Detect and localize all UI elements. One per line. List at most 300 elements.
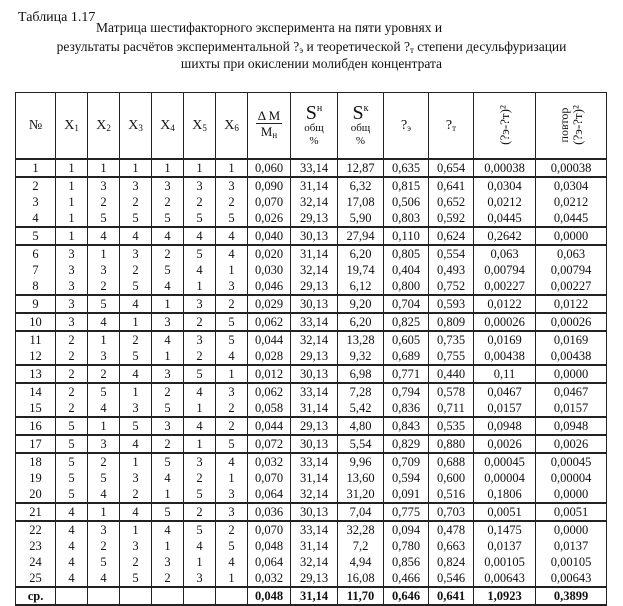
s-final-cell: 31,20	[338, 486, 384, 503]
diff-cell: 0,00105	[474, 554, 536, 570]
x4-cell: 4	[152, 470, 184, 486]
s-final-cell: 4,94	[338, 554, 384, 570]
average-eta-theor-cell: 0,641	[429, 587, 474, 605]
diff-cell: 0,0212	[474, 194, 536, 210]
diff-cell: 0,0157	[474, 400, 536, 417]
eta-exp-cell: 0,594	[384, 470, 429, 486]
eta-symbol: ?	[400, 117, 408, 133]
x2-cell: 4	[88, 400, 120, 417]
s-final-cell: 13,60	[338, 470, 384, 486]
x-sub: 3	[138, 122, 143, 133]
x6-cell: 1	[216, 470, 248, 486]
header-row	[16, 93, 607, 160]
x4-cell: 1	[152, 538, 184, 554]
eta-exp-cell: 0,689	[384, 348, 429, 365]
diff-cell: 0,0169	[474, 331, 536, 348]
diff-repeat-cell: 0,0467	[536, 383, 607, 400]
row-number-cell: 2	[16, 177, 56, 194]
diff-repeat-cell: 0,0051	[536, 503, 607, 521]
caption-text: результаты расчётов экспериментальной	[56, 39, 294, 54]
header-s-initial	[291, 93, 338, 160]
header-no: №	[16, 93, 56, 160]
x5-cell: 2	[184, 194, 216, 210]
delta-m-cell: 0,070	[248, 194, 291, 210]
diff-repeat-cell: 0,0445	[536, 210, 607, 227]
table-row	[16, 348, 607, 365]
table-row	[16, 435, 607, 453]
x3-cell: 2	[120, 194, 152, 210]
s-final-cell: 32,28	[338, 521, 384, 538]
delta-m-cell: 0,029	[248, 295, 291, 313]
x2-cell: 1	[88, 331, 120, 348]
row-number-cell: 16	[16, 417, 56, 435]
x3-cell: 4	[120, 295, 152, 313]
x2-cell: 5	[88, 210, 120, 227]
x3-cell: 1	[120, 453, 152, 470]
x1-cell: 2	[56, 365, 88, 383]
eta-theor-cell: 0,600	[429, 470, 474, 486]
x3-cell: 5	[120, 417, 152, 435]
s-final-cell: 5,54	[338, 435, 384, 453]
eta-exp-cell: 0,094	[384, 521, 429, 538]
s-final-cell: 16,08	[338, 570, 384, 587]
x-label: X	[224, 117, 235, 133]
s-final-cell: 9,96	[338, 453, 384, 470]
eta-exp-cell: 0,836	[384, 400, 429, 417]
s-final-cell: 27,94	[338, 227, 384, 245]
table-row	[16, 538, 607, 554]
x1-cell: 4	[56, 521, 88, 538]
s-initial-cell: 30,13	[291, 295, 338, 313]
diff-cell: 0,2642	[474, 227, 536, 245]
x1-cell: 4	[56, 570, 88, 587]
x4-cell: 3	[152, 554, 184, 570]
row-number-cell: 7	[16, 262, 56, 278]
eta-exp-cell: 0,110	[384, 227, 429, 245]
x4-cell: 5	[152, 453, 184, 470]
x3-cell: 2	[120, 554, 152, 570]
diff-label: (?э-?т)²	[496, 104, 512, 145]
eta-exp-cell: 0,605	[384, 331, 429, 348]
s-final-cell: 5,90	[338, 210, 384, 227]
table-row	[16, 554, 607, 570]
x6-cell: 2	[216, 194, 248, 210]
diff-repeat-cell: 0,00004	[536, 470, 607, 486]
s-initial-cell: 33,14	[291, 453, 338, 470]
eta-theor-cell: 0,593	[429, 295, 474, 313]
table-row	[16, 383, 607, 400]
eta-theor-cell: 0,735	[429, 331, 474, 348]
x-label: X	[96, 117, 107, 133]
delta-m-cell: 0,062	[248, 383, 291, 400]
header-diff-squared	[474, 93, 536, 160]
eta-theor-cell: 0,641	[429, 177, 474, 194]
x1-cell: 2	[56, 331, 88, 348]
s-initial-cell: 31,14	[291, 177, 338, 194]
eta-symbol: ?	[445, 117, 453, 133]
x4-cell: 2	[152, 570, 184, 587]
x-sub: 4	[170, 122, 175, 133]
row-number-cell: 1	[16, 159, 56, 177]
x3-cell: 1	[120, 383, 152, 400]
repeat-word: повтор	[557, 107, 571, 142]
diff-cell: 0,0445	[474, 210, 536, 227]
eta-exp-cell: 0,635	[384, 159, 429, 177]
s-final-cell: 13,28	[338, 331, 384, 348]
eta-theor-cell: 0,440	[429, 365, 474, 383]
table-row	[16, 365, 607, 383]
x4-cell: 3	[152, 177, 184, 194]
row-number-cell: 12	[16, 348, 56, 365]
s-final-cell: 6,20	[338, 245, 384, 262]
x2-cell: 2	[88, 194, 120, 210]
eta-exp-cell: 0,856	[384, 554, 429, 570]
s-letter: S	[305, 102, 317, 124]
x4-cell: 2	[152, 245, 184, 262]
eta-exp-cell: 0,800	[384, 278, 429, 295]
s-initial-cell: 32,14	[291, 194, 338, 210]
x5-cell: 4	[184, 227, 216, 245]
delta-m-cell: 0,026	[248, 210, 291, 227]
x2-cell: 1	[88, 159, 120, 177]
eta-exp-cell: 0,466	[384, 570, 429, 587]
x1-cell: 3	[56, 278, 88, 295]
delta-m-cell: 0,070	[248, 470, 291, 486]
x4-cell: 4	[152, 521, 184, 538]
diff-repeat-cell: 0,0948	[536, 417, 607, 435]
table-row	[16, 227, 607, 245]
header-x2	[88, 93, 120, 160]
x6-cell: 1	[216, 262, 248, 278]
diff-cell: 0,0948	[474, 417, 536, 435]
x5-cell: 4	[184, 538, 216, 554]
empty-cell	[216, 587, 248, 605]
eta-theor-cell: 0,755	[429, 348, 474, 365]
diff-cell: 0,0304	[474, 177, 536, 194]
x2-cell: 1	[88, 417, 120, 435]
eta-theor-cell: 0,809	[429, 313, 474, 331]
eta-exp-cell: 0,805	[384, 245, 429, 262]
x5-cell: 3	[184, 453, 216, 470]
delta-m-cell: 0,030	[248, 262, 291, 278]
s-initial-cell: 31,14	[291, 538, 338, 554]
row-number-cell: 15	[16, 400, 56, 417]
x4-cell: 2	[152, 435, 184, 453]
s-initial-cell: 33,14	[291, 313, 338, 331]
header-x1	[56, 93, 88, 160]
eta-exp-cell: 0,775	[384, 503, 429, 521]
delta-m-cell: 0,046	[248, 278, 291, 295]
delta-m-cell: 0,044	[248, 331, 291, 348]
delta-m-cell: 0,036	[248, 503, 291, 521]
row-number-cell: 3	[16, 194, 56, 210]
row-number-cell: 17	[16, 435, 56, 453]
diff-cell: 0,00227	[474, 278, 536, 295]
eta-theor-cell: 0,880	[429, 435, 474, 453]
x2-cell: 1	[88, 245, 120, 262]
fraction-numerator: Δ М	[257, 108, 281, 123]
x1-cell: 1	[56, 159, 88, 177]
row-number-cell: 5	[16, 227, 56, 245]
eta-theor-cell: 0,654	[429, 159, 474, 177]
row-number-cell: 8	[16, 278, 56, 295]
x2-cell: 3	[88, 521, 120, 538]
x6-cell: 3	[216, 177, 248, 194]
x5-cell: 2	[184, 313, 216, 331]
s-initial-cell: 32,14	[291, 554, 338, 570]
x4-cell: 4	[152, 227, 184, 245]
x1-cell: 5	[56, 453, 88, 470]
s-final-cell: 6,20	[338, 313, 384, 331]
table-row	[16, 177, 607, 194]
x6-cell: 5	[216, 331, 248, 348]
x4-cell: 1	[152, 486, 184, 503]
delta-m-cell: 0,060	[248, 159, 291, 177]
x1-cell: 4	[56, 554, 88, 570]
eta-exp-cell: 0,506	[384, 194, 429, 210]
eta-exp-cell: 0,829	[384, 435, 429, 453]
diff-repeat-cell: 0,0000	[536, 486, 607, 503]
x3-cell: 4	[120, 365, 152, 383]
x5-cell: 2	[184, 470, 216, 486]
eta-theor-cell: 0,535	[429, 417, 474, 435]
x5-cell: 3	[184, 331, 216, 348]
x-label: X	[64, 117, 75, 133]
x6-cell: 2	[216, 295, 248, 313]
s-sub-line: общ	[350, 122, 371, 134]
caption-text: и теоретической	[303, 39, 404, 54]
diff-cell: 0,063	[474, 245, 536, 262]
eta-theor-cell: 0,493	[429, 262, 474, 278]
x6-cell: 3	[216, 503, 248, 521]
delta-m-fraction	[256, 108, 282, 143]
x2-cell: 3	[88, 262, 120, 278]
table-row	[16, 278, 607, 295]
diff-repeat-cell: 0,0137	[536, 538, 607, 554]
x-sub: 6	[234, 122, 239, 133]
delta-m-cell: 0,044	[248, 417, 291, 435]
x6-cell: 4	[216, 227, 248, 245]
x3-cell: 3	[120, 538, 152, 554]
fraction-sub: н	[272, 130, 278, 140]
s-initial-cell: 31,14	[291, 400, 338, 417]
x3-cell: 1	[120, 521, 152, 538]
x6-cell: 5	[216, 538, 248, 554]
row-number-cell: 9	[16, 295, 56, 313]
s-initial-cell: 29,13	[291, 348, 338, 365]
x2-cell: 5	[88, 295, 120, 313]
x6-cell: 4	[216, 554, 248, 570]
diff-cell: 0,00038	[474, 159, 536, 177]
eta-theor-cell: 0,578	[429, 383, 474, 400]
x6-cell: 5	[216, 210, 248, 227]
caption-line-2	[0, 39, 623, 55]
table-row	[16, 194, 607, 210]
eta-exp-cell: 0,825	[384, 313, 429, 331]
x3-cell: 3	[120, 470, 152, 486]
x4-cell: 5	[152, 503, 184, 521]
diff-repeat-cell: 0,00227	[536, 278, 607, 295]
header-delta-m	[248, 93, 291, 160]
x4-cell: 1	[152, 159, 184, 177]
delta-m-cell: 0,048	[248, 538, 291, 554]
x4-cell: 3	[152, 417, 184, 435]
eta-exp-cell: 0,780	[384, 538, 429, 554]
s-initial-cell: 30,13	[291, 435, 338, 453]
s-initial-cell: 32,14	[291, 262, 338, 278]
x3-cell: 5	[120, 210, 152, 227]
x6-cell: 3	[216, 383, 248, 400]
eta-theor-cell: 0,624	[429, 227, 474, 245]
average-diff-cell: 1,0923	[474, 587, 536, 605]
s-initial-cell: 30,13	[291, 227, 338, 245]
s-initial-cell: 29,13	[291, 417, 338, 435]
x4-cell: 4	[152, 331, 184, 348]
eta-sub: э	[407, 122, 412, 133]
diff-cell: 0,0467	[474, 383, 536, 400]
x5-cell: 2	[184, 503, 216, 521]
eta-exp-cell: 0,704	[384, 295, 429, 313]
x6-cell: 4	[216, 348, 248, 365]
average-delta-m-cell: 0,048	[248, 587, 291, 605]
s-sup: н	[316, 103, 323, 114]
x3-cell: 5	[120, 570, 152, 587]
x3-cell: 3	[120, 400, 152, 417]
x5-cell: 5	[184, 486, 216, 503]
delta-m-cell: 0,090	[248, 177, 291, 194]
s-initial-cell: 29,13	[291, 278, 338, 295]
s-final-cell: 7,28	[338, 383, 384, 400]
x1-cell: 5	[56, 486, 88, 503]
eta-exp-cell: 0,091	[384, 486, 429, 503]
s-initial-cell: 30,13	[291, 503, 338, 521]
x4-cell: 4	[152, 278, 184, 295]
row-number-cell: 19	[16, 470, 56, 486]
experiment-matrix-table	[15, 92, 607, 606]
diff-repeat-label	[557, 105, 585, 145]
s-final-cell: 6,98	[338, 365, 384, 383]
s-initial-cell: 32,14	[291, 331, 338, 348]
s-final-cell: 6,12	[338, 278, 384, 295]
x6-cell: 2	[216, 400, 248, 417]
row-number-cell: 22	[16, 521, 56, 538]
caption-text: степени десульфуризации	[413, 39, 567, 54]
x5-cell: 1	[184, 159, 216, 177]
eta-theor-cell: 0,824	[429, 554, 474, 570]
row-number-cell: 4	[16, 210, 56, 227]
average-row	[16, 587, 607, 605]
empty-cell	[120, 587, 152, 605]
s-final-cell: 7,2	[338, 538, 384, 554]
header-x4	[152, 93, 184, 160]
delta-m-cell: 0,070	[248, 521, 291, 538]
x2-cell: 3	[88, 435, 120, 453]
x3-cell: 3	[120, 177, 152, 194]
row-number-cell: 20	[16, 486, 56, 503]
s-initial-cell: 30,13	[291, 365, 338, 383]
x1-cell: 5	[56, 470, 88, 486]
x5-cell: 5	[184, 521, 216, 538]
diff-cell: 0,1475	[474, 521, 536, 538]
x6-cell: 1	[216, 570, 248, 587]
s-initial-cell: 31,14	[291, 470, 338, 486]
x1-cell: 1	[56, 227, 88, 245]
table-row	[16, 331, 607, 348]
row-number-cell: 13	[16, 365, 56, 383]
x6-cell: 5	[216, 435, 248, 453]
diff-formula: (?э-?т)²	[570, 104, 585, 145]
eta-symbol: ?	[403, 39, 410, 54]
s-initial-cell: 33,14	[291, 521, 338, 538]
diff-repeat-cell: 0,00105	[536, 554, 607, 570]
eta-exp-cell: 0,404	[384, 262, 429, 278]
delta-m-cell: 0,032	[248, 453, 291, 470]
delta-m-cell: 0,012	[248, 365, 291, 383]
eta-symbol: ?	[293, 39, 300, 54]
x2-cell: 2	[88, 365, 120, 383]
x6-cell: 5	[216, 313, 248, 331]
x5-cell: 4	[184, 383, 216, 400]
table-row	[16, 400, 607, 417]
x4-cell: 5	[152, 400, 184, 417]
diff-repeat-cell: 0,0000	[536, 521, 607, 538]
row-number-cell: 11	[16, 331, 56, 348]
x1-cell: 3	[56, 262, 88, 278]
x5-cell: 2	[184, 348, 216, 365]
caption-line-3: шихты при окислении молибден концентрата	[180, 56, 443, 71]
x4-cell: 3	[152, 365, 184, 383]
x1-cell: 1	[56, 194, 88, 210]
average-s-final-cell: 11,70	[338, 587, 384, 605]
x6-cell: 3	[216, 486, 248, 503]
diff-repeat-cell: 0,0169	[536, 331, 607, 348]
x6-cell: 3	[216, 278, 248, 295]
x2-cell: 5	[88, 383, 120, 400]
average-s-initial-cell: 31,14	[291, 587, 338, 605]
header-diff-squared-repeat	[536, 93, 607, 160]
x4-cell: 1	[152, 295, 184, 313]
s-final-cell: 9,20	[338, 295, 384, 313]
row-number-cell: 25	[16, 570, 56, 587]
x6-cell: 1	[216, 159, 248, 177]
x5-cell: 1	[184, 278, 216, 295]
x6-cell: 1	[216, 365, 248, 383]
x1-cell: 1	[56, 210, 88, 227]
table-row	[16, 417, 607, 435]
row-number-cell: 18	[16, 453, 56, 470]
x5-cell: 5	[184, 245, 216, 262]
diff-repeat-cell: 0,0122	[536, 295, 607, 313]
x2-cell: 4	[88, 486, 120, 503]
s-letter: S	[352, 102, 364, 124]
x-sub: 1	[74, 122, 79, 133]
x4-cell: 2	[152, 194, 184, 210]
empty-cell	[88, 587, 120, 605]
eta-exp-cell: 0,771	[384, 365, 429, 383]
x2-cell: 3	[88, 177, 120, 194]
diff-cell: 0,00004	[474, 470, 536, 486]
x2-cell: 2	[88, 453, 120, 470]
x-label: X	[192, 117, 203, 133]
x5-cell: 1	[184, 554, 216, 570]
x-label: X	[128, 117, 139, 133]
x5-cell: 3	[184, 177, 216, 194]
diff-cell: 0,0137	[474, 538, 536, 554]
header-eta-theor	[429, 93, 474, 160]
diff-cell: 0,1806	[474, 486, 536, 503]
table-row	[16, 470, 607, 486]
eta-theor-cell: 0,688	[429, 453, 474, 470]
